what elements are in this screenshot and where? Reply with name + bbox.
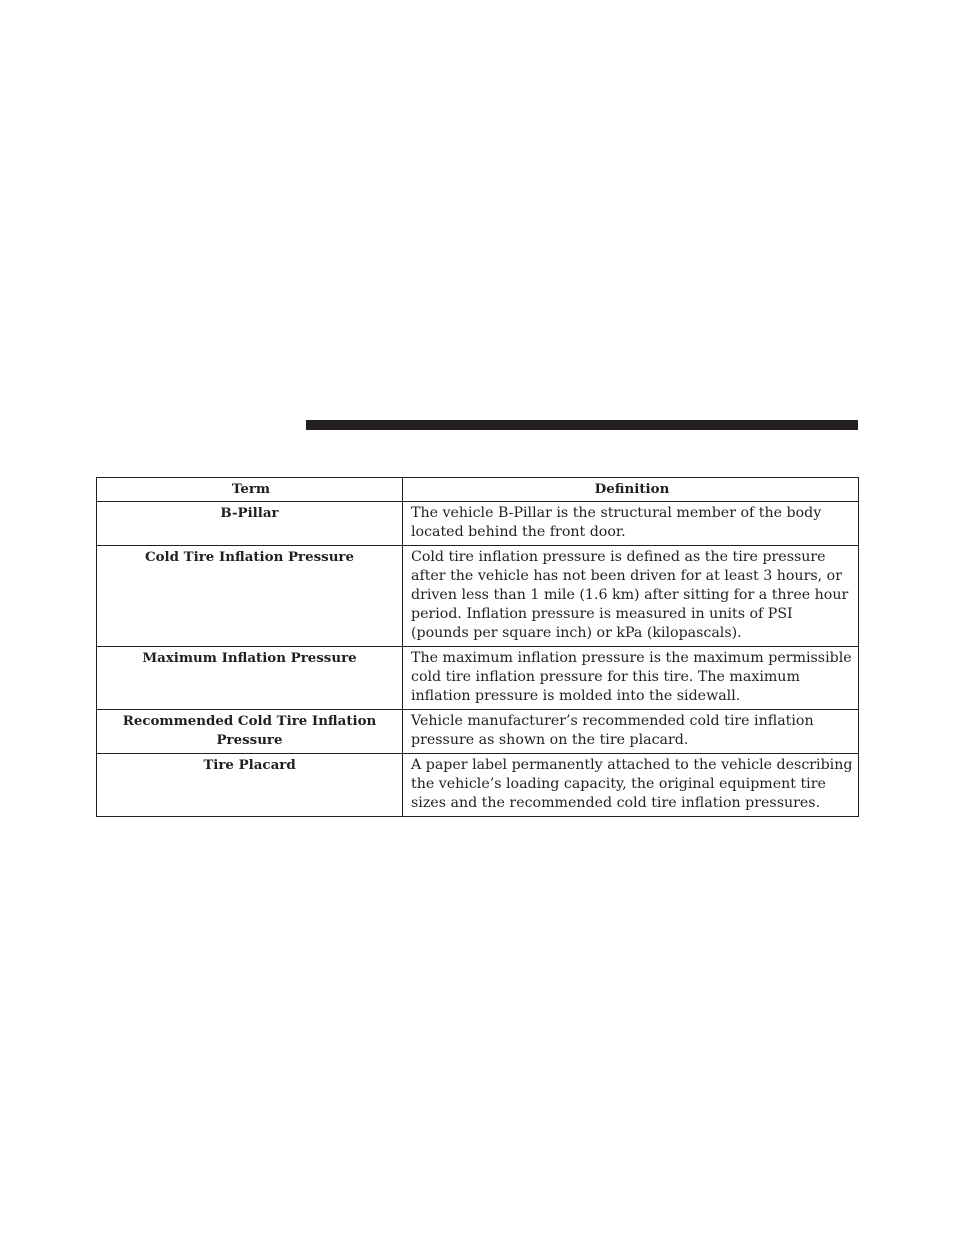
table-row bbox=[97, 710, 859, 754]
term-b-pillar: B-Pillar bbox=[97, 502, 403, 546]
definition-maximum-inflation-pressure: The maximum inflation pressure is the maximum permissible cold tire inflation pressure for this tire. The maximum inflation pressure is molded into the sidewall. bbox=[403, 647, 859, 710]
definition-b-pillar: The vehicle B-Pillar is the structural member of the body located behind the front door. bbox=[403, 502, 859, 546]
definition-tire-placard: A paper label permanently attached to the vehicle describing the vehicle’s loading capacity, the original equipment tire sizes and the recommended cold tire inflation pressures. bbox=[403, 754, 859, 817]
column-header-term: Term bbox=[97, 478, 403, 502]
table-row bbox=[97, 546, 859, 647]
tire-terminology-table bbox=[96, 477, 859, 817]
term-cold-tire-inflation-pressure: Cold Tire Inflation Pressure bbox=[97, 546, 403, 647]
column-header-definition: Definition bbox=[403, 478, 859, 502]
table-row bbox=[97, 754, 859, 817]
definition-cold-tire-inflation-pressure: Cold tire inflation pressure is defined as the tire pressure after the vehicle has not been driven for at least 3 hours, or driven less than 1 mile (1.6 km) after sitting for a three hour period. Inflation pressure is measured in units of PSI (pounds per square inch) or kPa (kilopascals). bbox=[403, 546, 859, 647]
definition-recommended-cold-tire-inflation-pressure: Vehicle manufacturer’s recommended cold tire inflation pressure as shown on the tire placard. bbox=[403, 710, 859, 754]
table-header-row bbox=[97, 478, 859, 502]
term-maximum-inflation-pressure: Maximum Inflation Pressure bbox=[97, 647, 403, 710]
section-header-rule bbox=[306, 420, 858, 430]
table-row bbox=[97, 502, 859, 546]
term-recommended-cold-tire-inflation-pressure: Recommended Cold Tire Inflation Pressure bbox=[97, 710, 403, 754]
term-tire-placard: Tire Placard bbox=[97, 754, 403, 817]
table-row bbox=[97, 647, 859, 710]
